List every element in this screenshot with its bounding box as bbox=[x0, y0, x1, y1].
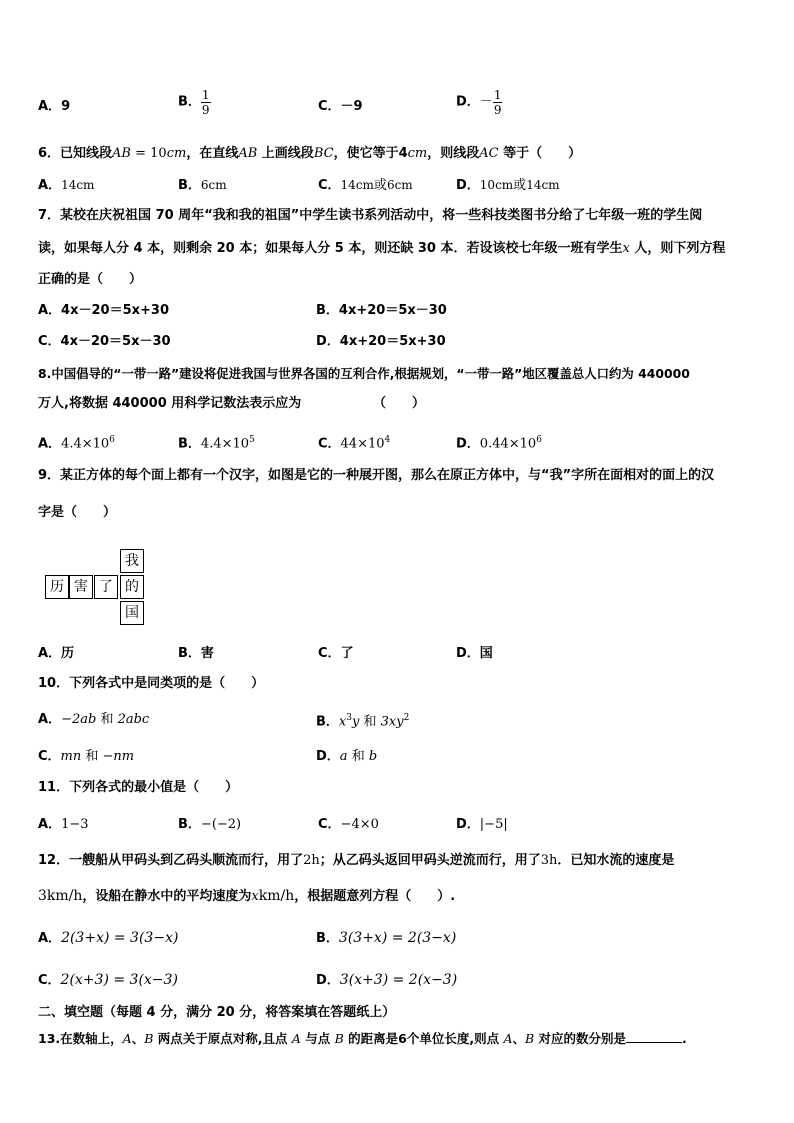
q5-option-d: D．－ $\frac{1}{9}$ bbox=[456, 88, 502, 117]
q9-option-b: B．害 bbox=[178, 646, 214, 661]
q12-option-d: D．3(x+3) = 2(x−3) bbox=[316, 972, 458, 988]
q11-stem: 11．下列各式的最小值是（ ） bbox=[38, 780, 239, 795]
q5-b-fraction: $\frac{1}{9}$ bbox=[201, 88, 210, 117]
q12-option-c: C．2(x+3) = 3(x−3) bbox=[38, 972, 178, 988]
q11-option-d: D．|−5| bbox=[456, 817, 508, 832]
q7-line-1: 7．某校在庆祝祖国 70 周年“我和我的祖国”中学生读书系列活动中，将一些科技类图书分给了七年级一班的学生阅 bbox=[38, 208, 703, 223]
q7-option-d: D．4x+20＝5x+30 bbox=[316, 334, 446, 349]
q9-option-a: A．历 bbox=[38, 646, 75, 661]
q10-stem: 10．下列各式中是同类项的是（ ） bbox=[38, 676, 265, 691]
q7-option-b: B．4x+20＝5x－30 bbox=[316, 303, 447, 318]
q8-option-d: D．$0.44\times 10^6$ bbox=[456, 435, 542, 452]
q7-option-c: C．4x－20＝5x－30 bbox=[38, 334, 171, 349]
q11-option-a: A．1−3 bbox=[38, 817, 89, 832]
q7-option-a: A．4x－20＝5x+30 bbox=[38, 303, 169, 318]
q10-option-c: C．mn 和 −nm bbox=[38, 749, 135, 764]
net-cell-guo: 国 bbox=[120, 601, 144, 625]
q5-d-fraction: $\frac{1}{9}$ bbox=[493, 88, 502, 117]
q10-option-b: B．$x^3y$ 和 $3xy^2$ bbox=[316, 713, 410, 730]
q6-option-d: D．10cm或14cm bbox=[456, 178, 560, 193]
q10-option-a: A．−2ab 和 2abc bbox=[38, 712, 150, 727]
q11-option-b: B．−(−2) bbox=[178, 817, 242, 832]
q7-line-3: 正确的是（ ） bbox=[38, 272, 143, 287]
q5-option-c: C．－9 bbox=[318, 99, 363, 114]
q8-answer-paren: （ ） bbox=[373, 396, 426, 411]
net-cell-de: 的 bbox=[120, 575, 144, 599]
q12-option-b: B．3(3+x) = 2(3−x) bbox=[316, 930, 457, 946]
q8-line-1: 8.中国倡导的“一带一路”建设将促进我国与世界各国的互利合作,根据规划，“一带一路”地区覆盖总人口约为 440000 bbox=[38, 366, 690, 381]
net-cell-le: 了 bbox=[94, 575, 118, 599]
q9-line-2: 字是（ ） bbox=[38, 505, 117, 520]
q8-option-c: C．$44\times 10^4$ bbox=[318, 435, 391, 452]
q6-stem: 6．已知线段AB = 10cm，在直线AB 上画线段BC，使它等于4cm，则线段AC 等于（ ） bbox=[38, 146, 582, 161]
q9-option-c: C．了 bbox=[318, 646, 354, 661]
q13-stem: 13.在数轴上，A、B 两点关于原点对称,且点 A 与点 B 的距离是6个单位长度,则点 A、B 对应的数分别是 . bbox=[38, 1031, 687, 1046]
q5-option-b: B． $\frac{1}{9}$ bbox=[178, 88, 210, 117]
net-cell-wo: 我 bbox=[120, 549, 144, 573]
q6-option-c: C．14cm或6cm bbox=[318, 178, 413, 193]
q12-option-a: A．2(3+x) = 3(3−x) bbox=[38, 930, 179, 946]
section-2-heading: 二、填空题（每题 4 分，满分 20 分，将答案填在答题纸上） bbox=[38, 1005, 396, 1020]
q9-option-d: D．国 bbox=[456, 646, 493, 661]
q13-answer-blank[interactable] bbox=[626, 1030, 682, 1043]
q9-line-1: 9．某正方体的每个面上都有一个汉字，如图是它的一种展开图，那么在原正方体中，与“我”字所在面相对的面上的汉 bbox=[38, 468, 715, 483]
q11-option-c: C．−4×0 bbox=[318, 817, 379, 832]
net-cell-hai: 害 bbox=[69, 575, 93, 599]
q10-option-d: D．a 和 b bbox=[316, 749, 378, 764]
q6-option-b: B．6cm bbox=[178, 178, 227, 193]
q12-line-1: 12．一艘船从甲码头到乙码头顺流而行，用了2h；从乙码头返回甲码头逆流而行，用了3h．已知水流的速度是 bbox=[38, 853, 675, 868]
q12-line-2: 3km/h，设船在静水中的平均速度为xkm/h，根据题意列方程（ ）. bbox=[38, 888, 456, 904]
q8-option-a: A．$4.4\times 10^6$ bbox=[38, 435, 115, 452]
q8-option-b: B．$4.4\times 10^5$ bbox=[178, 435, 255, 452]
q5-option-a: A．9 bbox=[38, 99, 71, 114]
net-cell-li: 历 bbox=[45, 575, 69, 599]
q6-option-a: A．14cm bbox=[38, 178, 95, 193]
q8-line-2: 万人,将数据 440000 用科学记数法表示应为 bbox=[38, 396, 302, 411]
q7-line-2: 读，如果每人分 4 本，则剩余 20 本；如果每人分 5 本，则还缺 30 本．若设该校七年级一班有学生x 人，则下列方程 bbox=[38, 241, 726, 256]
